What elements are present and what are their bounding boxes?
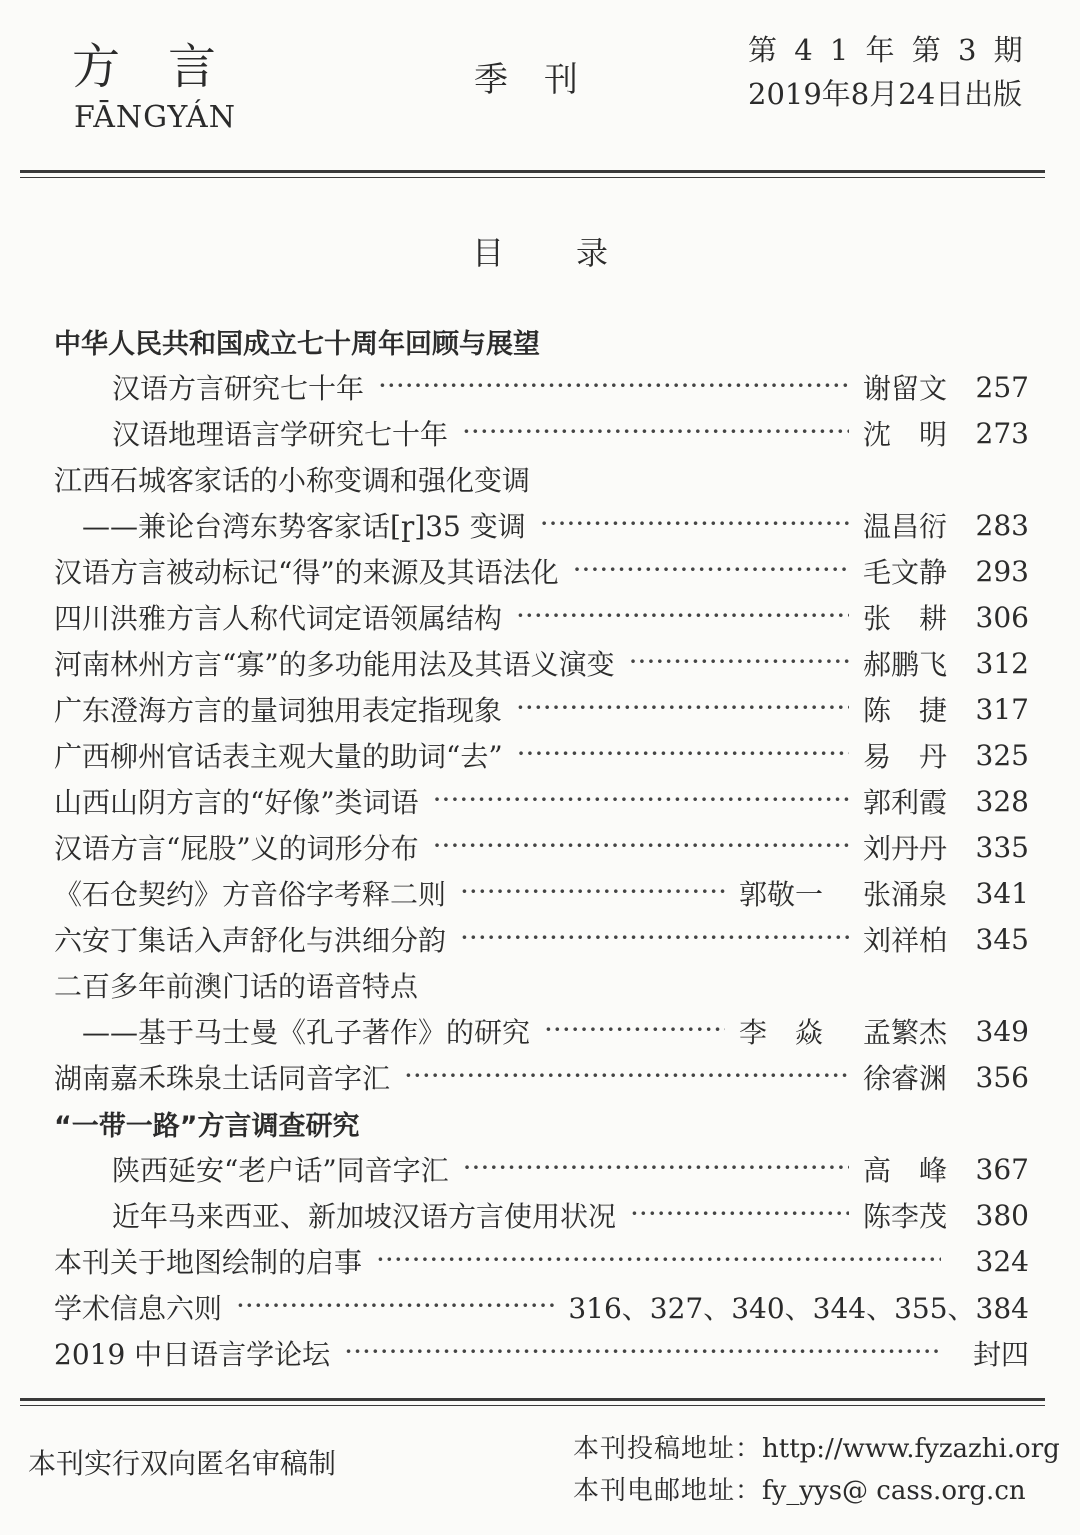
toc-entry-title: 四川洪雅方言人称代词定语领属结构 xyxy=(54,602,503,635)
toc-entry[interactable] xyxy=(54,1330,1029,1376)
toc-entry-title: 学术信息六则 xyxy=(54,1292,223,1325)
toc-entry-title: “一带一路”方言调查研究 xyxy=(54,1110,360,1142)
toc-entry-title: ——兼论台湾东势客家话[ɼ]35 变调 xyxy=(82,510,526,543)
dot-leader xyxy=(516,695,849,723)
footer-divider xyxy=(20,1398,1045,1406)
toc-entry-title: ——基于马士曼《孔子著作》的研究 xyxy=(82,1016,531,1049)
toc-entry-title: 汉语方言被动标记“得”的来源及其语法化 xyxy=(54,556,559,589)
toc-entry-coauthor: 郭敬一 xyxy=(739,878,824,911)
toc-entry-title: 广西柳州官话表主观大量的助词“去” xyxy=(54,740,503,773)
toc-entry-coauthor: 李焱 xyxy=(739,1016,852,1049)
dot-leader xyxy=(540,511,849,539)
toc-entry-title: 河南林州方言“寡”的多功能用法及其语义演变 xyxy=(54,648,615,681)
toc-entry-author: 张涌泉 xyxy=(863,878,948,911)
toc-entry-page: 293 xyxy=(975,554,1029,588)
dot-leader xyxy=(516,603,849,631)
toc-entry[interactable] xyxy=(54,778,1029,824)
dot-leader xyxy=(433,787,849,815)
dot-leader xyxy=(462,419,849,447)
toc-entry-page: 273 xyxy=(975,416,1029,450)
toc-entry-page: 317 xyxy=(975,692,1029,726)
toc-entry[interactable] xyxy=(54,364,1029,410)
toc-entry-page: 328 xyxy=(975,784,1029,818)
toc-entry[interactable] xyxy=(54,594,1029,640)
dot-leader xyxy=(463,1155,849,1183)
journal-title-cn: 方言 xyxy=(72,39,265,95)
toc-entry[interactable] xyxy=(54,548,1029,594)
email-label: 本刊电邮地址： xyxy=(573,1476,763,1506)
toc-entry[interactable] xyxy=(54,686,1029,732)
toc-entry-title: 中华人民共和国成立七十周年回顾与展望 xyxy=(54,328,540,360)
toc-entry-page: 349 xyxy=(975,1014,1029,1048)
toc-entry-title: 山西山阴方言的“好像”类词语 xyxy=(54,786,419,819)
toc-entry-author: 高峰 xyxy=(863,1154,976,1187)
toc-entry-page: 283 xyxy=(975,508,1029,542)
toc-entry-author: 刘祥柏 xyxy=(863,924,948,957)
publication-date: 2019年8月24日出版 xyxy=(748,77,1023,111)
toc-entry[interactable] xyxy=(54,410,1029,456)
toc-entry-page: 345 xyxy=(975,922,1029,956)
toc-entry-author: 刘丹丹 xyxy=(863,832,948,865)
issue-number: 第 4 1 年 第 3 期 xyxy=(748,33,1027,67)
toc-entry[interactable] xyxy=(54,1146,1029,1192)
submit-url-link[interactable]: http://www.fyzazhi.org xyxy=(762,1434,1060,1464)
toc-entry-page: 257 xyxy=(975,370,1029,404)
toc-entry-page: 封四 xyxy=(972,1338,1029,1371)
toc-entry xyxy=(54,962,1029,1008)
toc-entry[interactable] xyxy=(54,824,1029,870)
toc-entry-title: 广东澄海方言的量词独用表定指现象 xyxy=(54,694,503,727)
toc-entry-author: 陈李茂 xyxy=(863,1200,948,1233)
toc-entry-author: 郝鹏飞 xyxy=(863,648,948,681)
toc-entry[interactable] xyxy=(54,1284,1029,1330)
toc-entry[interactable] xyxy=(54,1008,1029,1054)
toc-entry[interactable] xyxy=(54,1054,1029,1100)
toc-entry-title: 《石仓契约》方音俗字考释二则 xyxy=(54,878,447,911)
toc-entry-title: 近年马来西亚、新加坡汉语方言使用状况 xyxy=(112,1200,617,1233)
toc-entry[interactable] xyxy=(54,502,1029,548)
toc-entry-title: 湖南嘉禾珠泉土话同音字汇 xyxy=(54,1062,391,1095)
toc-entry-page: 367 xyxy=(975,1152,1029,1186)
toc-entry-author: 温昌衍 xyxy=(863,510,948,543)
toc-entry-page: 335 xyxy=(975,830,1029,864)
toc-entry[interactable] xyxy=(54,732,1029,778)
toc-section-heading xyxy=(54,1100,1029,1146)
toc-entry-author: 易丹 xyxy=(863,740,976,773)
quarterly-label: 季刊 xyxy=(474,60,614,100)
email-link[interactable]: fy_yys@ cass.org.cn xyxy=(762,1476,1026,1506)
submit-label: 本刊投稿地址： xyxy=(573,1434,763,1464)
toc-entry-title: 汉语方言“屁股”义的词形分布 xyxy=(54,832,419,865)
toc-entry-author: 张耕 xyxy=(863,602,976,635)
dot-leader xyxy=(517,741,849,769)
review-note: 本刊实行双向匿名审稿制 xyxy=(28,1447,337,1480)
dot-leader xyxy=(344,1339,941,1367)
dot-leader xyxy=(460,925,849,953)
toc-entry-title: 陕西延安“老户话”同音字汇 xyxy=(112,1154,449,1187)
toc-entry-author: 沈明 xyxy=(863,418,976,451)
toc-entry-author: 毛文静 xyxy=(863,556,948,589)
table-of-contents xyxy=(54,318,1029,1376)
journal-title-pinyin: FĀNGYÁN xyxy=(74,100,236,135)
toc-entry-page: 380 xyxy=(975,1198,1029,1232)
dot-leader xyxy=(544,1017,725,1045)
toc-entry-title: 本刊关于地图绘制的启事 xyxy=(54,1246,363,1279)
toc-entry-title: 江西石城客家话的小称变调和强化变调 xyxy=(54,464,531,497)
dot-leader xyxy=(460,879,725,907)
toc-entry-page: 356 xyxy=(975,1060,1029,1094)
dot-leader xyxy=(573,557,849,585)
toc-entry-page: 341 xyxy=(975,876,1029,910)
toc-entry-page: 324 xyxy=(975,1244,1029,1278)
toc-entry-author: 徐睿渊 xyxy=(863,1062,948,1095)
dot-leader xyxy=(630,1201,849,1229)
dot-leader xyxy=(629,649,849,677)
dot-leader xyxy=(378,373,849,401)
toc-entry[interactable] xyxy=(54,1192,1029,1238)
toc-entry-page: 316、327、340、344、355、384 xyxy=(568,1292,1029,1325)
toc-entry xyxy=(54,456,1029,502)
contact-info xyxy=(573,1428,1060,1512)
toc-heading: 目录 xyxy=(472,234,681,272)
toc-entry-page: 312 xyxy=(975,646,1029,680)
toc-entry-author: 谢留文 xyxy=(863,372,948,405)
header-divider xyxy=(20,170,1045,178)
toc-entry-page: 306 xyxy=(975,600,1029,634)
toc-entry-author: 孟繁杰 xyxy=(863,1016,948,1049)
toc-section-heading xyxy=(54,318,1029,364)
dot-leader xyxy=(404,1063,849,1091)
toc-entry-author: 陈捷 xyxy=(863,694,976,727)
toc-entry[interactable] xyxy=(54,870,1029,916)
toc-entry[interactable] xyxy=(54,916,1029,962)
dot-leader xyxy=(236,1293,554,1321)
dot-leader xyxy=(433,833,849,861)
toc-entry-author: 郭利霞 xyxy=(863,786,948,819)
toc-entry-title: 汉语地理语言学研究七十年 xyxy=(112,418,449,451)
toc-entry-page: 325 xyxy=(975,738,1029,772)
toc-entry-title: 二百多年前澳门话的语音特点 xyxy=(54,970,419,1003)
toc-entry-title: 2019 中日语言学论坛 xyxy=(54,1338,331,1371)
toc-entry-title: 汉语方言研究七十年 xyxy=(112,372,365,405)
toc-entry-title: 六安丁集话入声舒化与洪细分韵 xyxy=(54,924,447,957)
dot-leader xyxy=(376,1247,941,1275)
toc-entry[interactable] xyxy=(54,1238,1029,1284)
toc-entry[interactable] xyxy=(54,640,1029,686)
